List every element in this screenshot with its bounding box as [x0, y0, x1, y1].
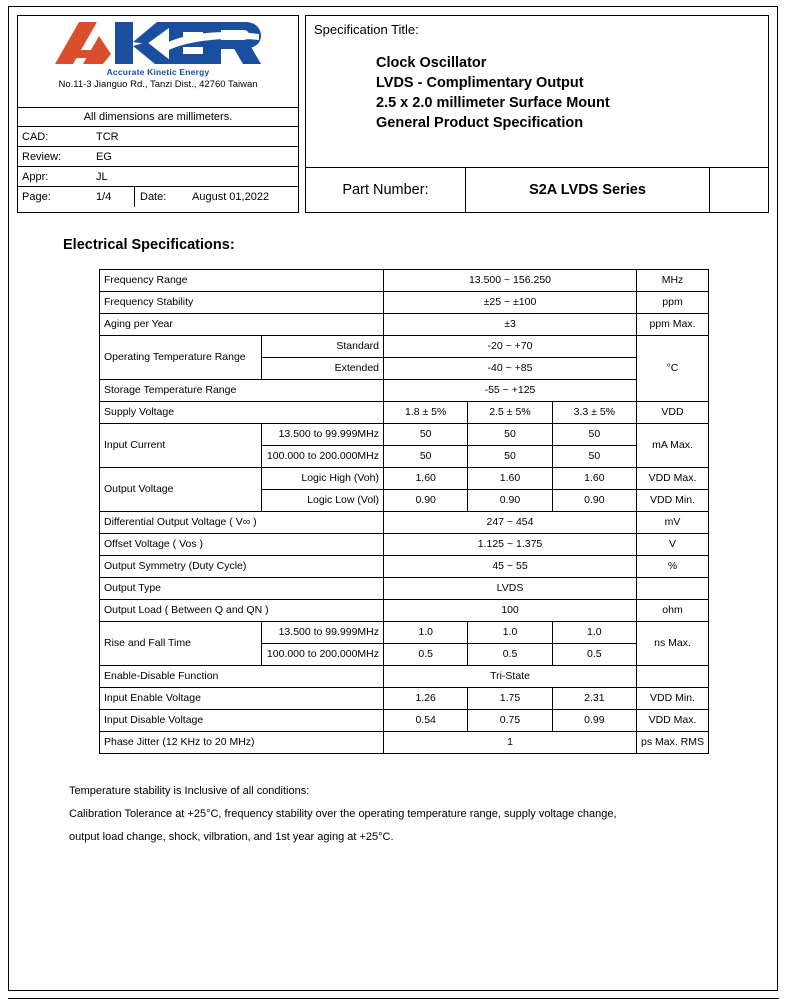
row-value: -20 ~ +70: [384, 336, 637, 358]
table-row: [100, 622, 709, 644]
row-parameter: Output Type: [100, 578, 384, 600]
row-value: LVDS: [384, 578, 637, 600]
row-unit: [637, 666, 709, 688]
row-value-col3: 1.0: [552, 622, 636, 644]
table-row: [100, 314, 709, 336]
row-parameter: Frequency Stability: [100, 292, 384, 314]
row-parameter: Output Load ( Between Q and QN ): [100, 600, 384, 622]
row-parameter: Enable-Disable Function: [100, 666, 384, 688]
row-parameter: Input Enable Voltage: [100, 688, 384, 710]
page-date-row: [18, 187, 298, 207]
row-value-col1: 1.60: [384, 468, 468, 490]
row-unit: VDD Min.: [637, 688, 709, 710]
row-value-col2: 1.60: [468, 468, 552, 490]
row-value: -55 ~ +125: [384, 380, 637, 402]
row-value-col1: 1.8 ± 5%: [384, 402, 468, 424]
row-parameter: Frequency Range: [100, 270, 384, 292]
row-value: 1: [384, 732, 637, 754]
row-subparameter: 13.500 to 99.999MHz: [262, 622, 384, 644]
review-row: [18, 147, 298, 167]
row-unit: mA Max.: [637, 424, 709, 468]
row-value-col3: 0.5: [552, 644, 636, 666]
row-value-col1: 0.90: [384, 490, 468, 512]
row-parameter: Differential Output Voltage ( V∞ ): [100, 512, 384, 534]
row-unit: ppm: [637, 292, 709, 314]
row-value-col2: 1.0: [468, 622, 552, 644]
row-value-col2: 50: [468, 424, 552, 446]
spec-title-label: Specification Title:: [314, 22, 419, 37]
table-row: [100, 512, 709, 534]
approver-value: JL: [96, 171, 108, 183]
row-value-col3: 1.60: [552, 468, 636, 490]
table-row: [100, 600, 709, 622]
logo-box: [18, 16, 298, 108]
row-value-col1: 0.54: [384, 710, 468, 732]
row-unit: VDD Min.: [637, 490, 709, 512]
row-value: 13.500 ~ 156.250: [384, 270, 637, 292]
row-value-col3: 50: [552, 446, 636, 468]
note-line-1: Temperature stability is Inclusive of all conditions:: [69, 785, 310, 797]
row-subparameter: Standard: [262, 336, 384, 358]
row-value-col1: 1.26: [384, 688, 468, 710]
note-line-3: output load change, shock, vilbration, and 1st year aging at +25°C.: [69, 831, 394, 843]
table-row: [100, 578, 709, 600]
table-row: [100, 336, 709, 358]
cad-value: TCR: [96, 131, 119, 143]
row-unit: %: [637, 556, 709, 578]
spec-title-line-4: General Product Specification: [376, 115, 584, 131]
approver-row: [18, 167, 298, 187]
spec-title-line-1: Clock Oscillator: [376, 55, 487, 71]
dimensions-note: All dimensions are millimeters.: [18, 108, 298, 127]
page-label: Page:: [22, 191, 51, 203]
spec-title-block: [305, 15, 769, 213]
table-row: [100, 468, 709, 490]
spec-title-box: [305, 15, 769, 167]
row-value-col2: 1.75: [468, 688, 552, 710]
row-unit: VDD Max.: [637, 468, 709, 490]
spec-title-lines: [376, 53, 760, 133]
section-heading: Electrical Specifications:: [63, 237, 235, 253]
table-row: [100, 666, 709, 688]
row-unit: mV: [637, 512, 709, 534]
company-info-block: [17, 15, 299, 213]
table-row: [100, 556, 709, 578]
table-row: [100, 424, 709, 446]
row-value-col2: 50: [468, 446, 552, 468]
row-value: 100: [384, 600, 637, 622]
row-value-col3: 0.90: [552, 490, 636, 512]
approver-label: Appr:: [22, 171, 49, 183]
row-subparameter: Logic High (Voh): [262, 468, 384, 490]
row-value-col3: 50: [552, 424, 636, 446]
row-value-col3: 2.31: [552, 688, 636, 710]
review-value: EG: [96, 151, 112, 163]
date-label: Date:: [134, 187, 182, 207]
row-value-col1: 50: [384, 446, 468, 468]
aker-logo-icon: [18, 20, 298, 66]
row-parameter: Supply Voltage: [100, 402, 384, 424]
row-value: ±3: [384, 314, 637, 336]
row-value-col1: 0.5: [384, 644, 468, 666]
row-parameter: Input Current: [100, 424, 262, 468]
table-row: [100, 688, 709, 710]
row-value: 247 ~ 454: [384, 512, 637, 534]
notes-block: [69, 780, 769, 849]
table-row: [100, 380, 709, 402]
spec-title-line-3: 2.5 x 2.0 millimeter Surface Mount: [376, 95, 610, 111]
row-unit: VDD Max.: [637, 710, 709, 732]
table-row: [100, 534, 709, 556]
company-address: No.11-3 Jianguo Rd., Tanzi Dist., 42760 Taiwan: [58, 79, 258, 90]
row-unit: °C: [637, 336, 709, 402]
company-tagline: Accurate Kinetic Energy: [106, 67, 210, 77]
row-parameter: Output Voltage: [100, 468, 262, 512]
row-subparameter: Extended: [262, 358, 384, 380]
date-value: August 01,2022: [192, 191, 270, 203]
row-parameter: Storage Temperature Range: [100, 380, 384, 402]
note-line-2: Calibration Tolerance at +25°C, frequency stability over the operating temperature range, supply voltage change,: [69, 808, 617, 820]
table-row: [100, 710, 709, 732]
row-parameter: Rise and Fall Time: [100, 622, 262, 666]
row-unit: V: [637, 534, 709, 556]
row-value-col1: 50: [384, 424, 468, 446]
row-unit: ohm: [637, 600, 709, 622]
row-value-col2: 2.5 ± 5%: [468, 402, 552, 424]
table-row: [100, 402, 709, 424]
cad-label: CAD:: [22, 131, 49, 143]
row-subparameter: Logic Low (Vol): [262, 490, 384, 512]
part-number-value: S2A LVDS Series: [466, 168, 710, 212]
row-value-col3: 0.99: [552, 710, 636, 732]
part-number-label: Part Number:: [306, 168, 466, 212]
row-value-col2: 0.5: [468, 644, 552, 666]
row-parameter: Offset Voltage ( Vos ): [100, 534, 384, 556]
row-value-col2: 0.75: [468, 710, 552, 732]
electrical-specifications-table: [99, 269, 709, 754]
row-value-col2: 0.90: [468, 490, 552, 512]
row-parameter: Output Symmetry (Duty Cycle): [100, 556, 384, 578]
part-number-blank-cell: [710, 168, 768, 212]
row-subparameter: 100.000 to 200.000MHz: [262, 446, 384, 468]
row-parameter: Operating Temperature Range: [100, 336, 262, 380]
row-parameter: Phase Jitter (12 KHz to 20 MHz): [100, 732, 384, 754]
row-value-col3: 3.3 ± 5%: [552, 402, 636, 424]
table-row: [100, 292, 709, 314]
row-parameter: Input Disable Voltage: [100, 710, 384, 732]
row-unit: ps Max. RMS: [637, 732, 709, 754]
part-number-box: [305, 167, 769, 213]
row-unit: MHz: [637, 270, 709, 292]
row-parameter: Aging per Year: [100, 314, 384, 336]
document-header: [17, 15, 769, 213]
row-subparameter: 100.000 to 200.000MHz: [262, 644, 384, 666]
row-unit: ppm Max.: [637, 314, 709, 336]
row-unit: ns Max.: [637, 622, 709, 666]
document-page: [8, 6, 778, 991]
row-value: 1.125 ~ 1.375: [384, 534, 637, 556]
row-value: -40 ~ +85: [384, 358, 637, 380]
table-row: [100, 732, 709, 754]
page-value: 1/4: [96, 191, 112, 203]
table-row: [100, 270, 709, 292]
cad-row: [18, 127, 298, 147]
row-value: Tri-State: [384, 666, 637, 688]
row-value-col1: 1.0: [384, 622, 468, 644]
review-label: Review:: [22, 151, 62, 163]
row-unit: VDD: [637, 402, 709, 424]
row-value: ±25 ~ ±100: [384, 292, 637, 314]
row-unit: [637, 578, 709, 600]
row-value: 45 ~ 55: [384, 556, 637, 578]
spec-title-line-2: LVDS - Complimentary Output: [376, 75, 584, 91]
row-subparameter: 13.500 to 99.999MHz: [262, 424, 384, 446]
